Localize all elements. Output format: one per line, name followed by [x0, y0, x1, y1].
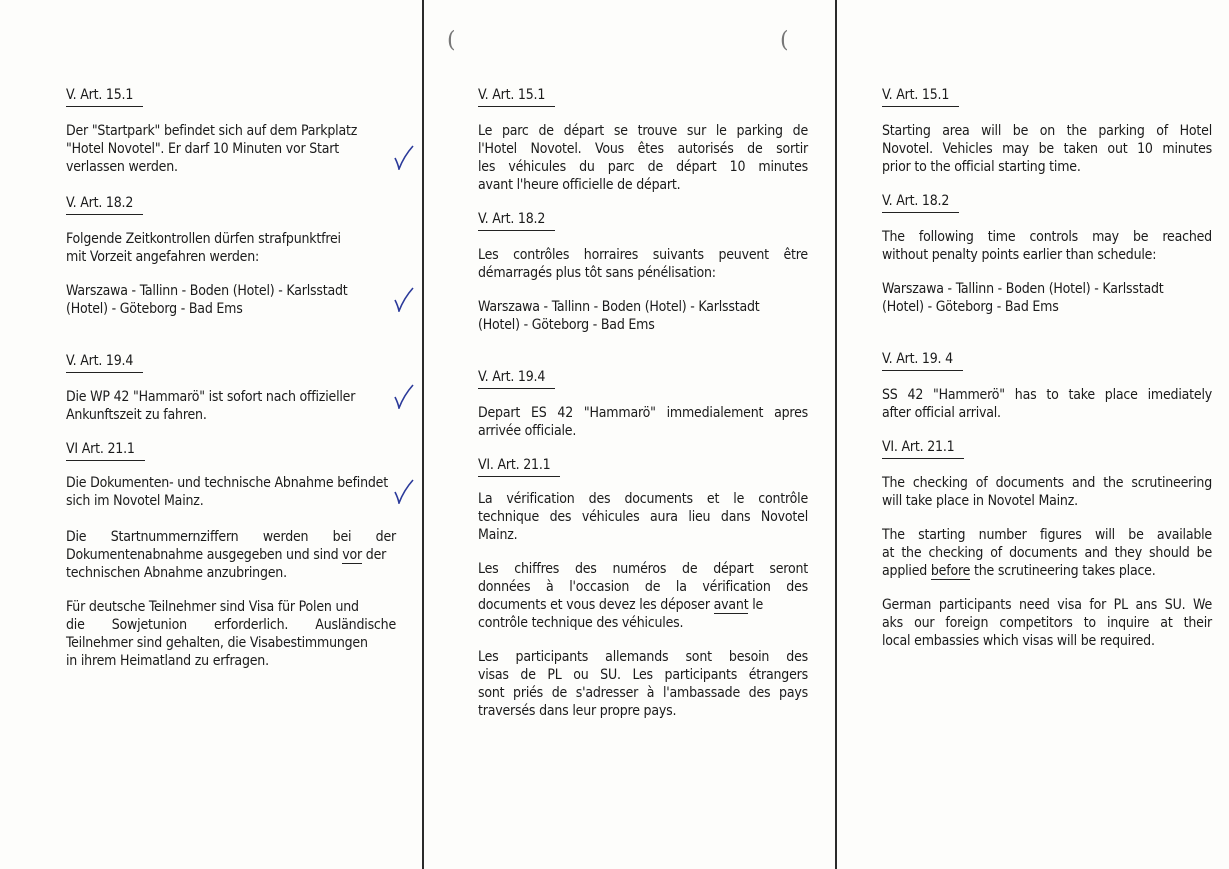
paragraph — [882, 280, 1212, 316]
text-line: The checking of documents and the scrutineering — [882, 475, 1212, 491]
text-line: in ihrem Heimatland zu erfragen. — [66, 653, 269, 669]
section-heading: V. Art. 19. 4 — [882, 350, 963, 371]
text-line: Les participants allemands sont besoin des — [478, 649, 808, 665]
section-heading: V. Art. 15.1 — [882, 86, 959, 107]
section-19-4 — [882, 350, 1212, 371]
text-line: Warszawa - Tallinn - Boden (Hotel) - Karlsstadt — [478, 299, 760, 315]
checkmark-icon — [393, 478, 415, 504]
paragraph — [66, 388, 396, 424]
text-line: sont priés de s'adresser à l'ambassade des pays — [478, 685, 808, 701]
text-line: visas de PL ou SU. Les participants étrangers — [478, 667, 808, 683]
text-line: SS 42 "Hammerö" has to take place imediately — [882, 387, 1212, 403]
paragraph — [882, 596, 1212, 650]
text-line: Teilnehmer sind gehalten, die Visabestimmungen — [66, 635, 368, 651]
section-heading: V. Art. 19.4 — [66, 352, 143, 373]
section-18-2 — [66, 194, 396, 215]
punch-mark: ( — [780, 28, 789, 53]
paragraph — [478, 490, 808, 544]
text-line: avant l'heure officielle de départ. — [478, 177, 681, 193]
text-line: aks our foreign competitors to inquire at their — [882, 615, 1212, 631]
text-line: applied before the scrutineering takes place. — [882, 563, 1156, 579]
text-line: Folgende Zeitkontrollen dürfen strafpunktfrei — [66, 231, 341, 247]
section-heading: VI. Art. 21.1 — [478, 456, 560, 477]
section-heading: V. Art. 15.1 — [478, 86, 555, 107]
underlined-word: avant — [713, 597, 749, 613]
text-line: verlassen werden. — [66, 159, 178, 175]
section-heading: VI. Art. 21.1 — [882, 438, 964, 459]
text-line: after official arrival. — [882, 405, 1001, 421]
paragraph — [66, 474, 396, 510]
section-heading: V. Art. 18.2 — [66, 194, 143, 215]
text-line: La vérification des documents et le contrôle — [478, 491, 808, 507]
underlined-word: vor — [342, 547, 362, 563]
paragraph — [882, 386, 1212, 422]
paragraph — [66, 528, 396, 582]
text-line: The following time controls may be reached — [882, 229, 1212, 245]
checkmark-icon — [393, 144, 415, 170]
text-line: (Hotel) - Göteborg - Bad Ems — [882, 299, 1059, 315]
text-line: Le parc de départ se trouve sur le parking de — [478, 123, 808, 139]
text-line: Der "Startpark" befindet sich auf dem Parkplatz — [66, 123, 358, 139]
text-line: les véhicules du parc de départ 10 minutes — [478, 159, 808, 175]
text-line: technischen Abnahme anzubringen. — [66, 565, 287, 581]
text-line: Für deutsche Teilnehmer sind Visa für Polen und — [66, 599, 359, 615]
section-18-2 — [882, 192, 1212, 213]
section-21-1 — [66, 440, 396, 461]
text-line: Die Startnummernziffern werden bei der — [66, 529, 396, 545]
text-line: traversés dans leur propre pays. — [478, 703, 677, 719]
section-15-1 — [882, 86, 1212, 107]
text-line: sich im Novotel Mainz. — [66, 493, 204, 509]
text-line: contrôle technique des véhicules. — [478, 615, 684, 631]
text-line: local embassies which visas will be required. — [882, 633, 1155, 649]
text-line: Novotel. Vehicles may be taken out 10 minutes — [882, 141, 1212, 157]
text-line: at the checking of documents and they should be — [882, 545, 1212, 561]
paragraph — [66, 282, 396, 318]
text-line: Mainz. — [478, 527, 518, 543]
text-line: mit Vorzeit angefahren werden: — [66, 249, 260, 265]
section-21-1 — [882, 438, 1212, 459]
section-heading: V. Art. 18.2 — [882, 192, 959, 213]
text-line: Les chiffres des numéros de départ seront — [478, 561, 808, 577]
text-line: without penalty points earlier than schedule: — [882, 247, 1157, 263]
column-divider — [835, 0, 837, 869]
text-line: données à l'occasion de la vérification des — [478, 579, 808, 595]
paragraph — [478, 246, 808, 282]
text-line: (Hotel) - Göteborg - Bad Ems — [478, 317, 655, 333]
text-line: démarragés plus tôt sans pénélisation: — [478, 265, 716, 281]
paragraph — [66, 122, 396, 176]
paragraph — [478, 648, 808, 720]
paragraph — [882, 122, 1212, 176]
section-18-2 — [478, 210, 808, 231]
text-line: die Sowjetunion erforderlich. Ausländische — [66, 617, 396, 633]
section-21-1 — [478, 456, 808, 477]
section-15-1 — [478, 86, 808, 107]
text-line: documents et vous devez les déposer avant le — [478, 597, 764, 613]
text-line: technique des véhicules aura lieu dans Novotel — [478, 509, 808, 525]
paragraph — [882, 228, 1212, 264]
section-15-1 — [66, 86, 396, 107]
section-heading: V. Art. 19.4 — [478, 368, 555, 389]
paragraph — [66, 230, 396, 266]
paragraph — [478, 298, 808, 334]
checkmark-icon — [393, 286, 415, 312]
checkmark-icon — [393, 383, 415, 409]
text-line: German participants need visa for PL ans SU. We — [882, 597, 1212, 613]
text-line: "Hotel Novotel". Er darf 10 Minuten vor Start — [66, 141, 339, 157]
text-line: The starting number figures will be available — [882, 527, 1212, 543]
text-line: will take place in Novotel Mainz. — [882, 493, 1078, 509]
underlined-word: before — [930, 563, 971, 579]
text-line: Dokumentenabnahme ausgegeben und sind vor der — [66, 547, 387, 563]
section-heading: VI Art. 21.1 — [66, 440, 145, 461]
column-divider — [422, 0, 424, 869]
paragraph — [478, 122, 808, 194]
text-line: Depart ES 42 "Hammarö" immedialement apres — [478, 405, 808, 421]
section-19-4 — [478, 368, 808, 389]
text-line: Ankunftszeit zu fahren. — [66, 407, 207, 423]
text-line: (Hotel) - Göteborg - Bad Ems — [66, 301, 243, 317]
text-line: Die Dokumenten- und technische Abnahme befindet — [66, 475, 388, 491]
section-heading: V. Art. 18.2 — [478, 210, 555, 231]
paragraph — [478, 404, 808, 440]
text-line: Warszawa - Tallinn - Boden (Hotel) - Karlsstadt — [66, 283, 348, 299]
section-19-4 — [66, 352, 396, 373]
section-heading: V. Art. 15.1 — [66, 86, 143, 107]
text-line: Die WP 42 "Hammarö" ist sofort nach offizieller — [66, 389, 356, 405]
text-line: Starting area will be on the parking of Hotel — [882, 123, 1212, 139]
punch-mark: ( — [447, 28, 456, 53]
text-line: arrivée officiale. — [478, 423, 577, 439]
paragraph — [478, 560, 808, 632]
text-line: Warszawa - Tallinn - Boden (Hotel) - Karlsstadt — [882, 281, 1164, 297]
paragraph — [66, 598, 396, 670]
text-line: Les contrôles horraires suivants peuvent être — [478, 247, 808, 263]
paragraph — [882, 526, 1212, 580]
text-line: prior to the official starting time. — [882, 159, 1081, 175]
paragraph — [882, 474, 1212, 510]
text-line: l'Hotel Novotel. Vous êtes autorisés de sortir — [478, 141, 808, 157]
